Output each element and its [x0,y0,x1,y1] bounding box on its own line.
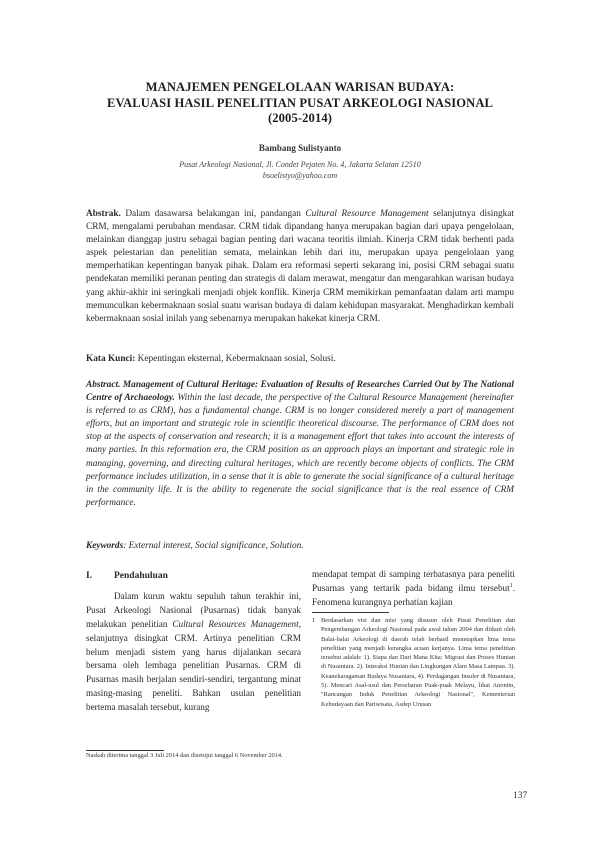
right-text-1: mendapat tempat di samping terbatasnya para peneliti Pusarnas yang tertarik pada bidang ilmu tersebut [312,569,515,593]
section-number: I. [86,571,93,581]
kata-kunci-label: Kata Kunci: [86,354,136,364]
footnote [312,616,515,709]
abstrak-text-1: Dalam dasawarsa belakangan ini, pandangan [120,209,306,219]
abstrak-text-2: selanjutnya disingkat CRM, mengalami perubahan mendasar. CRM tidak dipandang hanya merupakan bagian dari upaya pengelolaan, melainkan dianggap justru sebagai bagian penting dari wacana teoritis ilmiah. Kinerja CRM tidak berhenti pada aspek pelestarian dan penelitian semata, melainkan lebih dari itu, merupakan upaya pengelolaan yang memperhatikan kepentingan banyak pihak. Dalam era reformasi seperti sekarang ini, posisi CRM sebagai suatu pendekatan memiliki peranan penting dan strategis di dalam merawat, mengatur dan mengarahkan warisan budaya yang akhir-akhir ini seringkali menjadi objek konflik. Kinerja CRM memikirkan pemanfaatan dalam arti mampu memunculkan kebermaknaan sosial suatu warisan budaya di dalam kehidupan masyarakat. Menghadirkan kembali kebermaknaan sosial inilah yang sebenarnya merupakan hakekat kinerja CRM. [86,209,515,324]
abstract-label: Abstract. Management of Cultural Heritage: Evaluation of Results of Researches Carried Out by The National Centre of Archaeology. [86,380,514,404]
author-name: Bambang Sulistyanto [258,143,342,153]
keywords [86,540,514,553]
paper-title [60,80,540,127]
title-line-2: EVALUASI HASIL PENELITIAN PUSAT ARKEOLOGI NASIONAL [106,95,494,110]
abstrak-italic-term: Cultural Resource Management [305,209,429,219]
abstract-text: Within the last decade, the perspective of the Cultural Resource Management (hereinafter is referred to as CRM), has a fundamental change. CRM is no longer considered merely a part of management efforts, but an important and strategic role in scientific theoretical discourse. The performance of CRM does not stop at the aspects of conservation and research; it is a management effort that takes into account the interests of many parties. In this reformation era, the CRM position as an approach plays an important and strategic role in managing, governing, and directing cultural heritages, which are recently become objects of conflicts. The CRM performance includes utilization, in a sense that it is able to generate the social significance of a cultural heritage in the community life. It is the ability to regenerate the social significance that is the real essence of CRM performance. [86,393,514,508]
kata-kunci-text: Kepentingan eksternal, Kebermaknaan sosial, Solusi. [135,354,336,364]
footnote-ref[interactable]: 1 [509,582,513,589]
title-line-3: (2005-2014) [267,111,333,125]
section-title: Pendahuluan [114,571,168,581]
footnote-divider [312,612,389,613]
intro-italic-term: Cultural Resources Management [172,618,299,629]
abstract-indonesian [86,208,514,326]
abstrak-label: Abstrak. [86,209,121,219]
body-column-left [86,570,301,715]
author-email: bsoelistyo@yahoo.com [262,170,338,180]
section-heading [86,570,301,584]
intro-text-2: , selanjutnya disingkat CRM. Artinya penelitian CRM belum menjadi sistem yang harus dijalankan secara bersama oleh lembaga penelitian Pusarnas. CRM di Pusarnas masih berjalan sendiri-sendiri, tergantung minat masing-masing peneliti. Bahkan usulan penelitian bertema masalah tersebut, kurang [86,618,301,713]
intro-paragraph [86,590,301,715]
footnote-number: 1 [312,617,316,624]
intro-text-1: Dalam kurun waktu sepuluh tahun terakhir ini, Pusat Arkeologi Nasional (Pusarnas) tidak banyak melakukan penelitian [86,590,301,629]
abstract-english [86,379,514,510]
received-divider [86,750,164,751]
author-affiliation [0,160,600,181]
kata-kunci [86,353,514,366]
affiliation-address: Pusat Arkeologi Nasional, Jl. Condet Pejaten No. 4, Jakarta Selatan 12510 [179,160,421,169]
right-text-2: . Fenomena kurangnya perhatian kajian [312,582,515,607]
keywords-text: : External interest, Social significance, Solution. [123,541,304,551]
footnote-text: Berdasarkan visi dan misi yang disusun oleh Pusat Penelitian dan Pengembangan Arkeologi Nasional pada awal tahun 2004 dan diikuti oleh Balai-balai Arkeologi di daerah telah berhasil menetapkan lima tema penelitian yang menjadi kerangka acuan kerjanya. Lima tema penelitian tersebut adalah: 1). Siapa dan Dari Mana Kita: Migrasi dan Proses Hunian di Nusantara. 2). Interaksi Hunian dan Lingkungan Alam Masa Lampau. 3). Keanekaragaman Budaya Nusantara, 4). Perdagangan Insuler di Nusantara, 5). Mencari Asal-usul dan Persebaran Puak-puak Melayu, lihat Anonim, "Rancangan Induk Penelitian Arkeologi Nasional", Kementerian Kebudayaan dan Pariwisata, Asdep Urusan [321,617,515,708]
received-note: Naskah diterima tanggal 3 Juli 2014 dan disetujui tanggal 6 November 2014. [86,752,283,759]
title-line-1: MANAJEMEN PENGELOLAAN WARISAN BUDAYA: [145,80,455,94]
keywords-label: Keywords [86,541,124,551]
page-number: 137 [513,791,528,801]
body-column-right [312,568,515,610]
